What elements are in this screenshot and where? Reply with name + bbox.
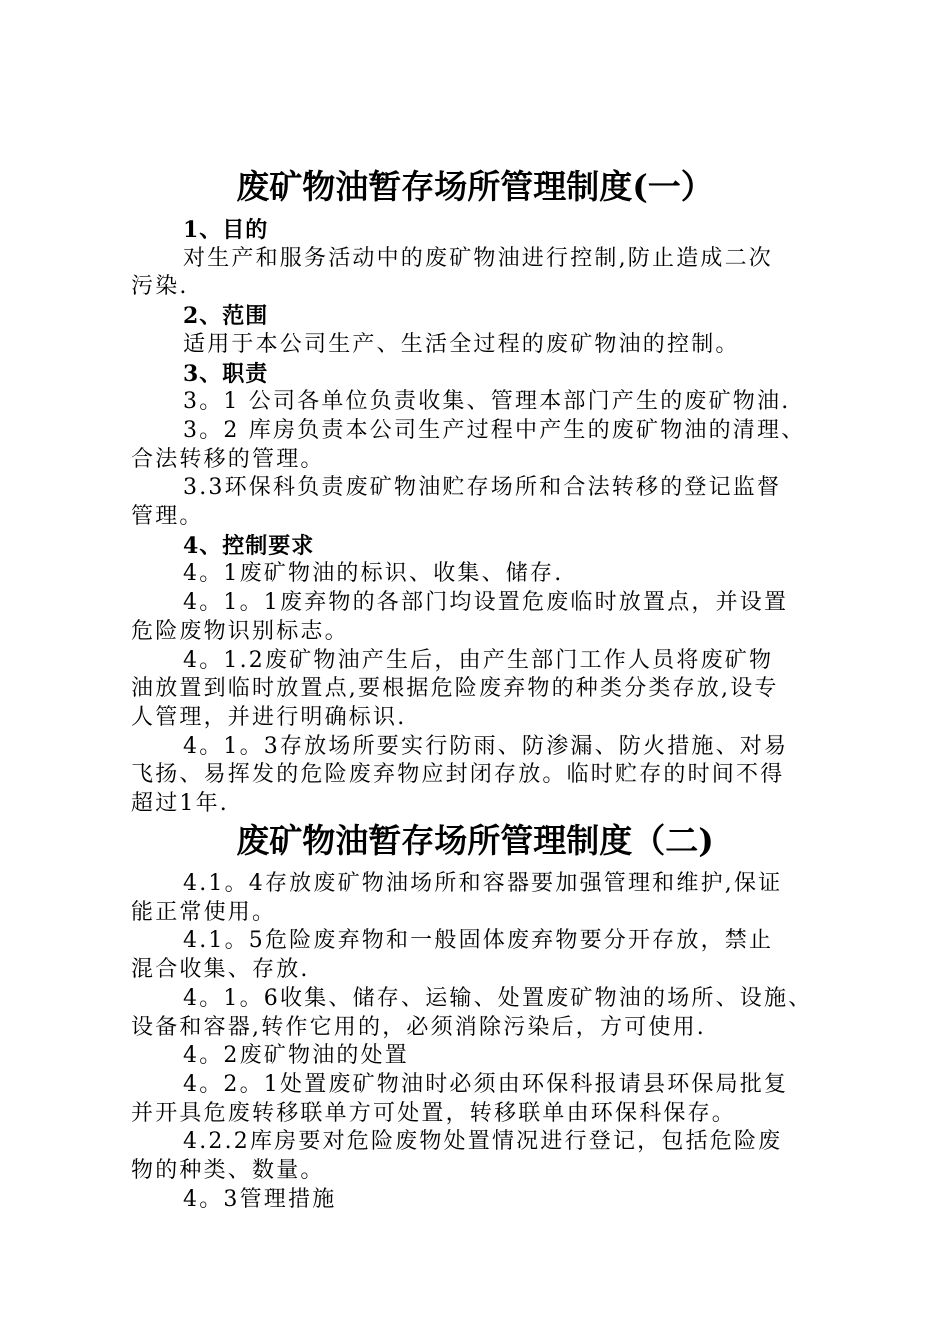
text-line: 4.1。4存放废矿物油场所和容器要加强管理和维护,保证 (183, 871, 783, 896)
text-line: 4。1。1废弃物的各部门均设置危废临时放置点，并设置 (183, 590, 789, 616)
text-line: 并开具危废转移联单方可处置，转移联单由环保科保存。 (131, 1100, 737, 1126)
text-line: 适用于本公司生产、生活全过程的废矿物油的控制。 (183, 331, 740, 357)
text-line: 3。1 公司各单位负责收集、管理本部门产生的废矿物油. (183, 389, 791, 415)
text-line: 污染. (131, 274, 189, 300)
text-line: 4。2废矿物油的处置 (183, 1043, 409, 1069)
section-heading: 4、控制要求 (183, 532, 315, 559)
text-line: 4.1。5危险废弃物和一般固体废弃物要分开存放，禁止 (183, 928, 774, 954)
text-line: 3。2 库房负责本公司生产过程中产生的废矿物油的清理、 (183, 417, 806, 443)
text-line: 对生产和服务活动中的废矿物油进行控制,防止造成二次 (183, 245, 773, 271)
document-title-2: 废矿物油暂存场所管理制度（二) (236, 821, 714, 860)
text-line: 飞扬、易挥发的危险废弃物应封闭存放。临时贮存的时间不得 (131, 762, 785, 788)
text-line: 4。1。6收集、储存、运输、处置废矿物油的场所、设施、 (183, 985, 813, 1011)
text-line: 危险废物识别标志。 (131, 618, 349, 644)
text-line: 混合收集、存放. (131, 957, 310, 983)
text-line: 能正常使用。 (131, 899, 277, 925)
text-line: 4.2.2库房要对危险废物处置情况进行登记，包括危险废 (183, 1129, 783, 1155)
text-line: 4。3管理措施 (183, 1186, 337, 1212)
document-title-1: 废矿物油暂存场所管理制度(一） (236, 167, 714, 206)
text-line: 合法转移的管理。 (131, 446, 325, 472)
text-line: 设备和容器,转作它用的，必须消除污染后，方可使用. (131, 1014, 706, 1040)
section-heading: 3、职责 (183, 360, 269, 387)
text-line: 人管理，并进行明确标识. (131, 704, 407, 730)
text-line: 超过1年. (131, 791, 229, 816)
text-line: 管理。 (131, 504, 204, 529)
text-line: 物的种类、数量。 (131, 1158, 325, 1183)
text-line: 3.3环保科负责废矿物油贮存场所和合法转移的登记监督 (183, 475, 782, 501)
section-heading: 1、目的 (183, 217, 269, 243)
text-line: 油放置到临时放置点,要根据危险废弃物的种类分类存放,设专 (131, 676, 779, 702)
text-line: 4。1。3存放场所要实行防雨、防渗漏、防火措施、对易 (183, 733, 789, 759)
section-heading: 2、范围 (183, 303, 269, 330)
text-line: 4。1废矿物油的标识、收集、储存. (183, 561, 564, 587)
text-line: 4。1.2废矿物油产生后，由产生部门工作人员将废矿物 (183, 647, 774, 673)
text-line: 4。2。1处置废矿物油时必须由环保科报请县环保局批复 (183, 1071, 789, 1097)
